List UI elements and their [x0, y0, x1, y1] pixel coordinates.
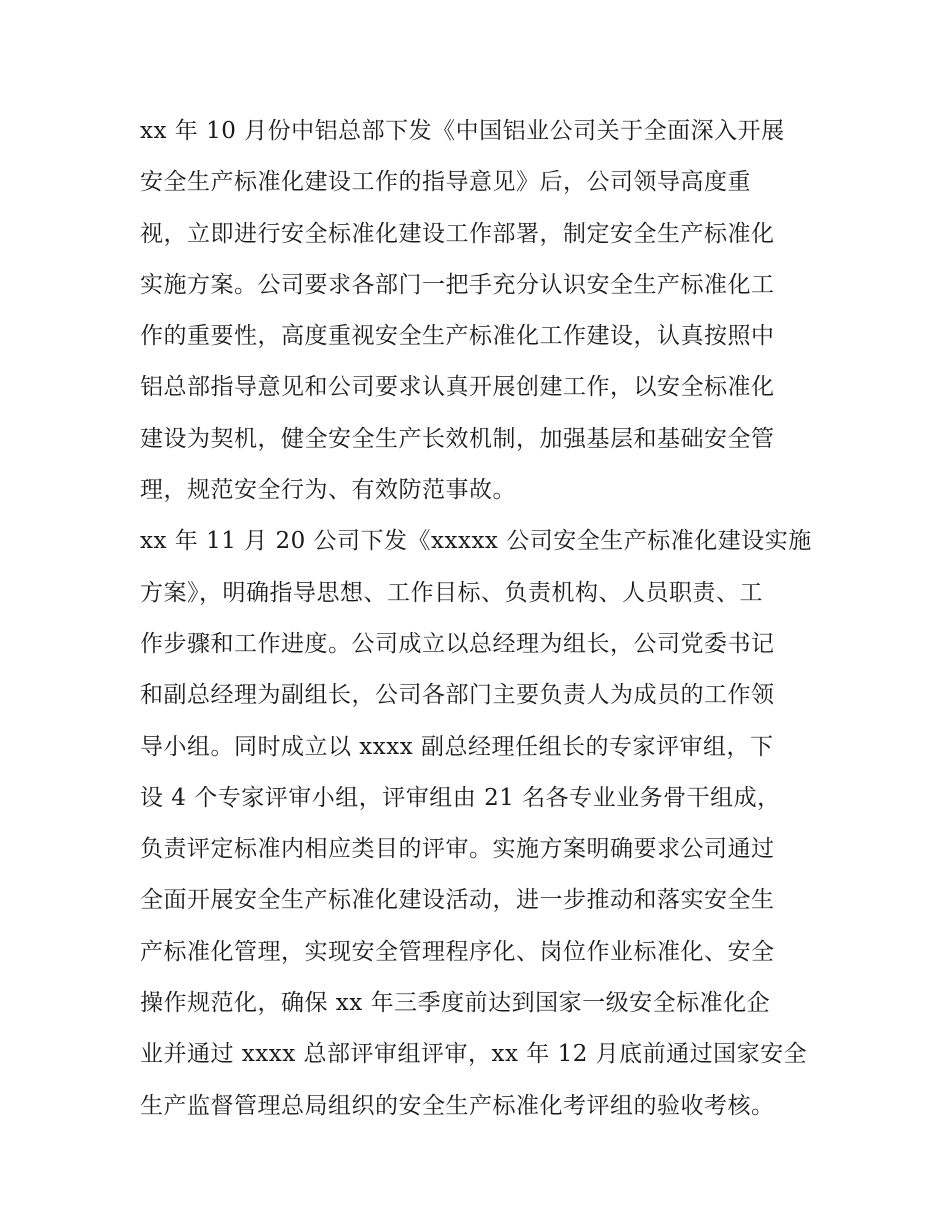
paragraph-1-line: 实施方案。公司要求各部门一把手充分认识安全生产标准化工	[140, 271, 775, 298]
paragraph-2-line: 产标准化管理，实现安全管理程序化、岗位作业标准化、安全	[140, 938, 775, 965]
paragraph-2-line: 和副总经理为副组长，公司各部门主要负责人为成员的工作领	[140, 682, 775, 709]
paragraph-2-line: xx 年 11 月 20 公司下发《xxxxx 公司安全生产标准化建设实施	[140, 528, 812, 555]
paragraph-1-line: 视，立即进行安全标准化建设工作部署，制定安全生产标准化	[140, 220, 775, 247]
paragraph-2-line: 业并通过 xxxx 总部评审组评审，xx 年 12 月底前通过国家安全	[140, 1041, 808, 1068]
paragraph-1-line: 铝总部指导意见和公司要求认真开展创建工作，以安全标准化	[140, 374, 775, 401]
paragraph-1-line: 理，规范安全行为、有效防范事故。	[140, 477, 516, 504]
paragraph-1-line: 安全生产标准化建设工作的指导意见》后，公司领导高度重	[140, 169, 751, 196]
document-body	[140, 106, 820, 1132]
paragraph-2-line: 导小组。同时成立以 xxxx 副总经理任组长的专家评审组，下	[140, 733, 774, 760]
paragraph-2-line: 操作规范化，确保 xx 年三季度前达到国家一级安全标准化企	[140, 990, 771, 1017]
paragraph-2-line: 方案》，明确指导思想、工作目标、负责机构、人员职责、工	[140, 579, 763, 606]
paragraph-2-line: 负责评定标准内相应类目的评审。实施方案明确要求公司通过	[140, 836, 775, 863]
paragraph-2-line: 全面开展安全生产标准化建设活动，进一步推动和落实安全生	[140, 887, 775, 914]
paragraph-1-line: 建设为契机，健全安全生产长效机制，加强基层和基础安全管	[140, 425, 775, 452]
paragraph-1-line: 作的重要性，高度重视安全生产标准化工作建设，认真按照中	[140, 323, 775, 350]
paragraph-2-line: 生产监督管理总局组织的安全生产标准化考评组的验收考核。	[140, 1092, 775, 1119]
paragraph-2-line: 作步骤和工作进度。公司成立以总经理为组长，公司党委书记	[140, 630, 775, 657]
paragraph-1-line: xx 年 10 月份中铝总部下发《中国铝业公司关于全面深入开展	[140, 118, 785, 144]
paragraph-2-line: 设 4 个专家评审小组，评审组由 21 名各专业业务骨干组成，	[140, 784, 781, 811]
